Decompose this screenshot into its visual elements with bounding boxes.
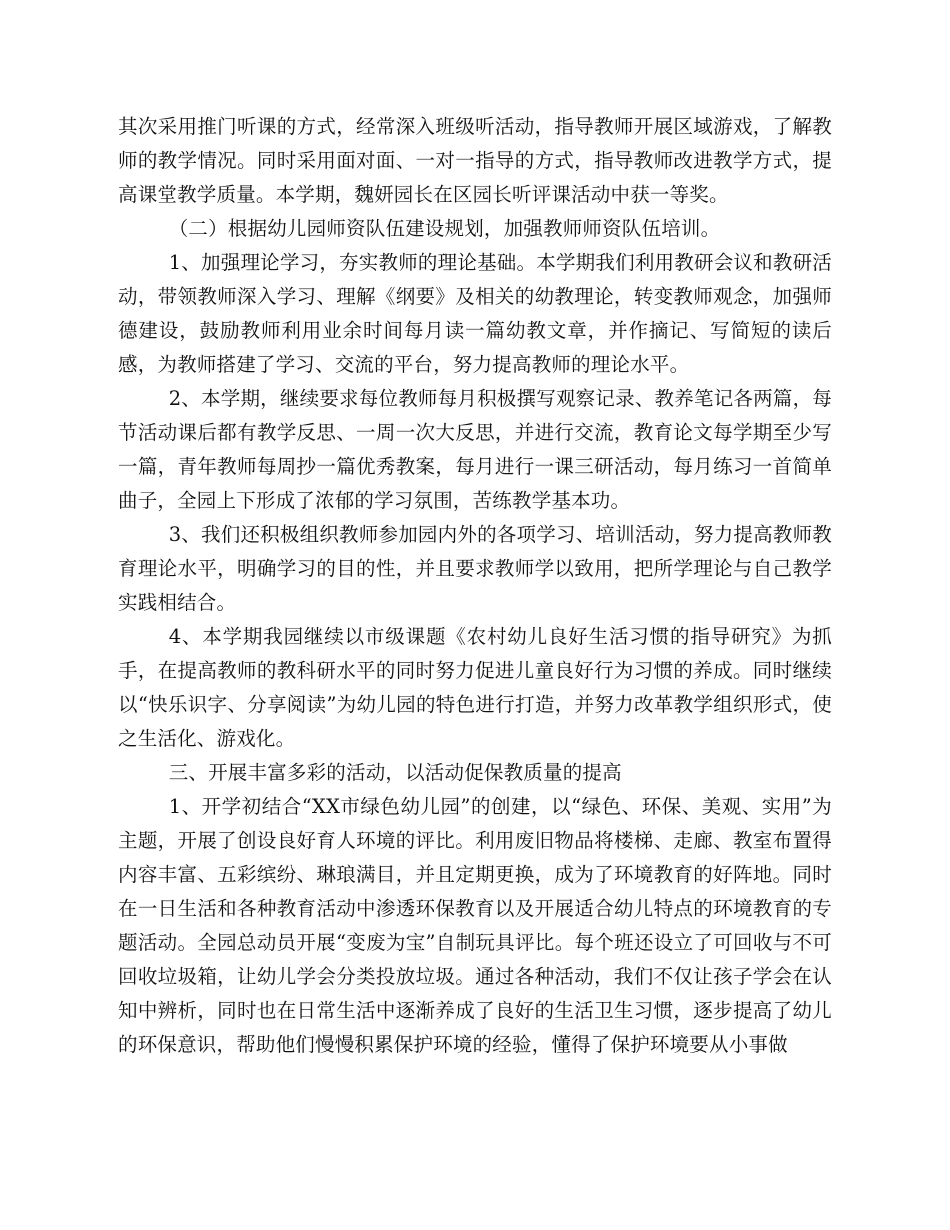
paragraph-item-1-green-kindergarten: 1、开学初结合“XX市绿色幼儿园”的创建，以“绿色、环保、美观、实用”为主题，开展了创设良好育人环境的评比。利用废旧物品将楼梯、走廊、教室布置得内容丰富、五彩缤纷、琳琅满目，并且定期更换，成为了环境教育的好阵地。同时在一日生活和各种教育活动中渗透环保教育以及开展适合幼儿特点的环境教育的专题活动。全园总动员开展“变废为宝”自制玩具评比。每个班还设立了可回收与不可回收垃圾箱，让幼儿学会分类投放垃圾。通过各种活动，我们不仅让孩子学会在认知中辨析，同时也在日常生活中逐渐养成了良好的生活卫生习惯，逐步提高了幼儿的环保意识，帮助他们慢慢积累保护环境的经验，懂得了保护环境要从小事做	[118, 795, 832, 1056]
paragraph-item-2-writing-requirements: 2、本学期，继续要求每位教师每月积极撰写观察记录、教养笔记各两篇，每节活动课后都有教学反思、一周一次大反思，并进行交流，教育论文每学期至少写一篇，青年教师每周抄一篇优秀教案，每月进行一课三研活动，每月练习一首简单曲子，全园上下形成了浓郁的学习氛围，苦练教学基本功。	[118, 387, 832, 512]
paragraph-item-1-theory-study: 1、加强理论学习，夯实教师的理论基础。本学期我们利用教研会议和教研活动，带领教师深入学习、理解《纲要》及相关的幼教理论，转变教师观念，加强师德建设，鼓励教师利用业余时间每月读一篇幼教文章，并作摘记、写简短的读后感，为教师搭建了学习、交流的平台，努力提高教师的理论水平。	[118, 251, 832, 376]
paragraph-continuation: 其次采用推门听课的方式，经常深入班级听活动，指导教师开展区域游戏，了解教师的教学情况。同时采用面对面、一对一指导的方式，指导教师改进教学方式，提高课堂教学质量。本学期，魏妍园长在区园长听评课活动中获一等奖。	[118, 115, 832, 206]
section-heading-activities: 三、开展丰富多彩的活动，以活动促保教质量的提高	[168, 761, 622, 784]
paragraph-item-4-research-project: 4、本学期我园继续以市级课题《农村幼儿良好生活习惯的指导研究》为抓手，在提高教师的教科研水平的同时努力促进儿童良好行为习惯的养成。同时继续以“快乐识字、分享阅读”为幼儿园的特色进行打造，并努力改革教学组织形式，使之生活化、游戏化。	[118, 625, 832, 750]
section-heading-teacher-training: （二）根据幼儿园师资队伍建设规划，加强教师师资队伍培训。	[168, 217, 721, 240]
document-page	[118, 110, 832, 1062]
paragraph-item-3-training-activities: 3、我们还积极组织教师参加园内外的各项学习、培训活动，努力提高教师教育理论水平，明确学习的目的性，并且要求教师学以致用，把所学理论与自己教学实践相结合。	[118, 523, 832, 614]
